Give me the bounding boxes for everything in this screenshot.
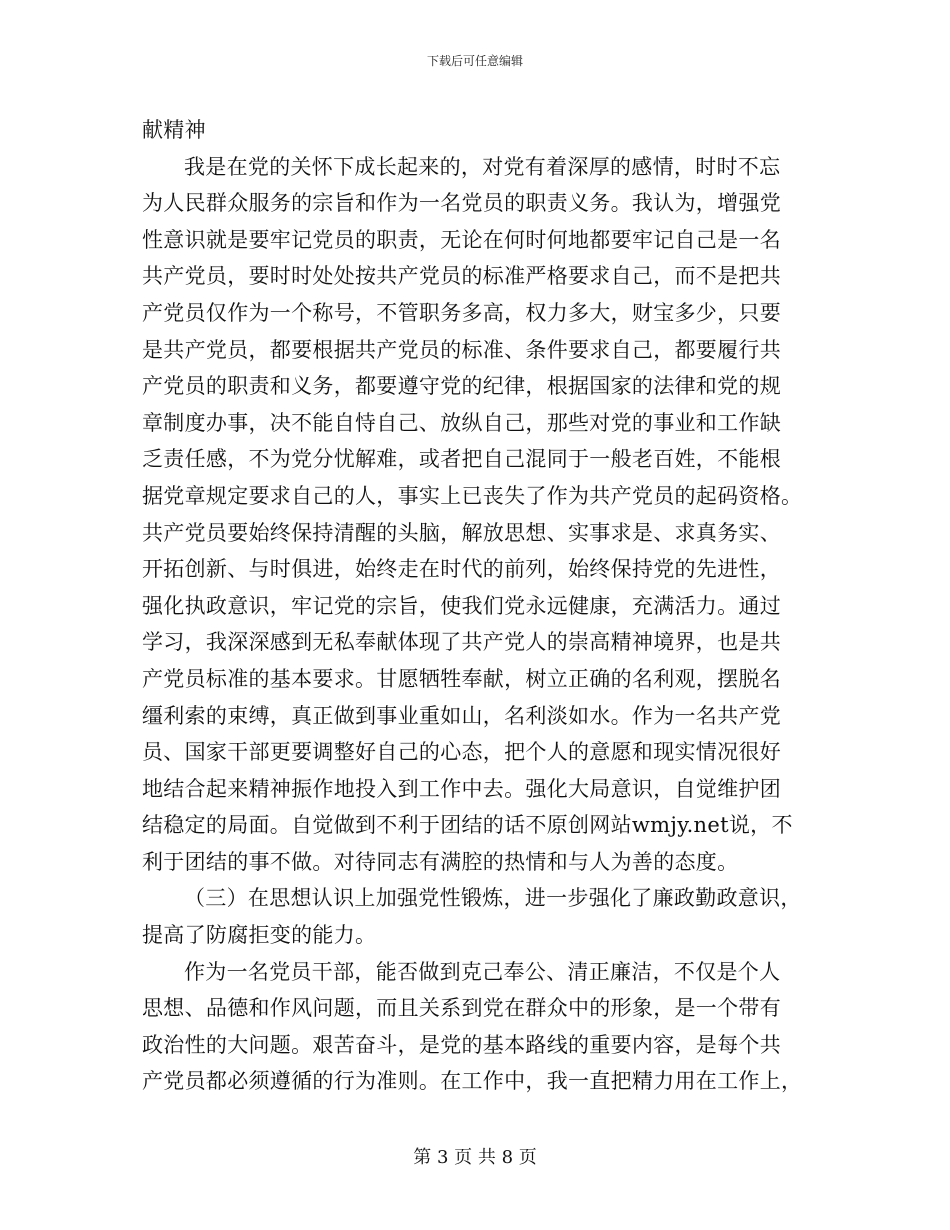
text-line: 地结合起来精神振作地投入到工作中去。强化大局意识，自觉维护团 xyxy=(142,776,781,801)
text-line: 产党员都必须遵循的行为准则。在工作中，我一直把精力用在工作上， xyxy=(142,1069,803,1094)
text-line: 产党员的职责和义务，都要遵守党的纪律，根据国家的法律和党的规 xyxy=(142,374,781,399)
text-line: 结稳定的局面。自觉做到不利于团结的话不原创网站wmjy.net说，不 xyxy=(142,813,793,838)
text-line: 强化执政意识，牢记党的宗旨，使我们党永远健康，充满活力。通过 xyxy=(142,593,781,618)
document-body xyxy=(142,112,810,1100)
text-line: 思想、品德和作风问题，而且关系到党在群众中的形象，是一个带有 xyxy=(142,996,781,1021)
text-line: 开拓创新、与时俱进，始终走在时代的前列，始终保持党的先进性， xyxy=(142,557,781,582)
section-heading: （三）在思想认识上加强党性锻炼，进一步强化了廉政勤政意识， xyxy=(184,886,802,911)
text-line: 作为一名党员干部，能否做到克己奉公、清正廉洁，不仅是个人 xyxy=(184,959,781,984)
text-line: 献精神 xyxy=(142,118,206,142)
text-line: 学习，我深深感到无私奉献体现了共产党人的崇高精神境界，也是共 xyxy=(142,630,781,655)
page-header: 下载后可任意编辑 xyxy=(426,54,523,68)
text-line: 政治性的大问题。艰苦奋斗，是党的基本路线的重要内容，是每个共 xyxy=(142,1032,781,1057)
text-line: 乏责任感，不为党分忧解难，或者把自己混同于一般老百姓，不能根 xyxy=(142,447,781,472)
text-line: 性意识就是要牢记党员的职责，无论在何时何地都要牢记自己是一名 xyxy=(142,227,781,252)
text-line: 利于团结的事不做。对待同志有满腔的热情和与人为善的态度。 xyxy=(142,849,739,874)
text-line: 产党员标准的基本要求。甘愿牺牲奉献，树立正确的名利观，摆脱名 xyxy=(142,666,781,691)
text-line: 为人民群众服务的宗旨和作为一名党员的职责义务。我认为，增强党 xyxy=(142,191,781,216)
text-line: 是共产党员，都要根据共产党员的标准、条件要求自己，都要履行共 xyxy=(142,337,781,362)
text-line: 据党章规定要求自己的人，事实上已丧失了作为共产党员的起码资格。 xyxy=(142,483,803,508)
text-line: 产党员仅作为一个称号，不管职务多高，权力多大，财宝多少，只要 xyxy=(142,300,781,325)
text-line: 章制度办事，决不能自恃自己、放纵自己，那些对党的事业和工作缺 xyxy=(142,410,781,435)
section-heading: 提高了防腐拒变的能力。 xyxy=(142,923,377,948)
text-line: 员、国家干部更要调整好自己的心态，把个人的意愿和现实情况很好 xyxy=(142,740,781,765)
text-line: 我是在党的关怀下成长起来的，对党有着深厚的感情，时时不忘 xyxy=(184,154,781,179)
text-line: 缰利索的束缚，真正做到事业重如山，名利淡如水。作为一名共产党 xyxy=(142,703,781,728)
page-footer: 第 3 页 共 8 页 xyxy=(413,1147,537,1168)
text-line: 共产党员，要时时处处按共产党员的标准严格要求自己，而不是把共 xyxy=(142,264,781,289)
text-line: 共产党员要始终保持清醒的头脑，解放思想、实事求是、求真务实、 xyxy=(142,520,781,545)
